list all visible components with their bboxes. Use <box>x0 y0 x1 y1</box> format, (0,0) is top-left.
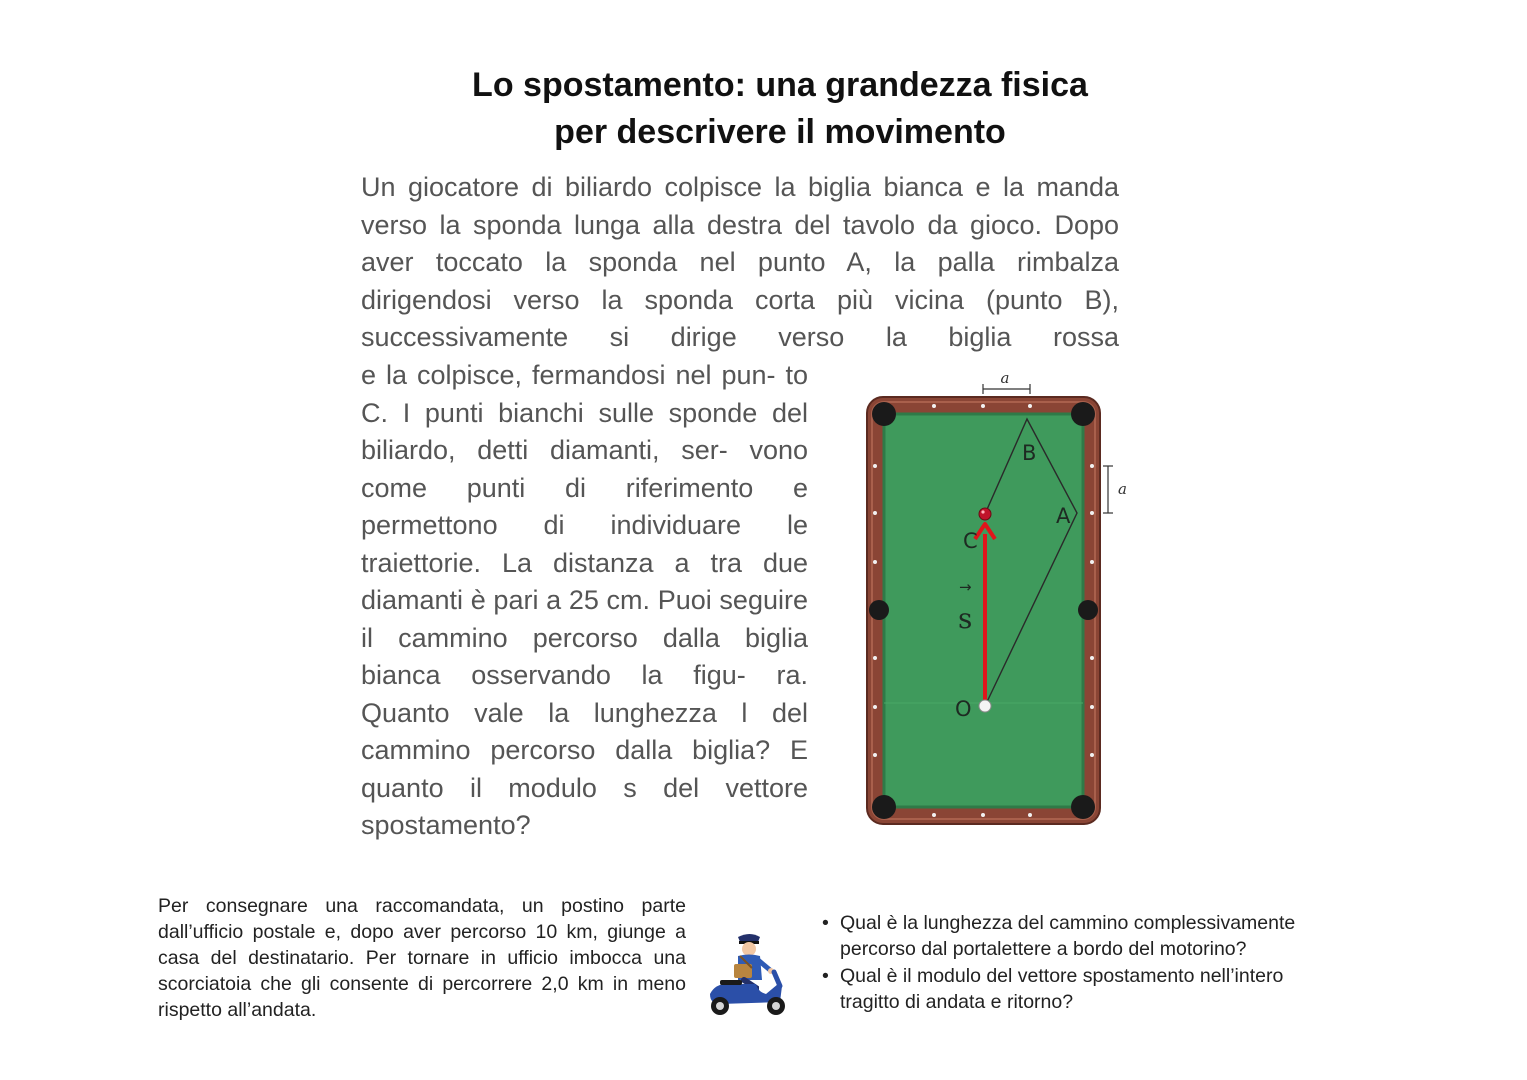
label-a-side: a <box>1118 480 1127 498</box>
title-line-2: per descrivere il movimento <box>554 113 1006 151</box>
label-point-A: A <box>1056 504 1071 528</box>
dimension-a-top <box>983 369 1030 394</box>
billiard-table-figure <box>862 366 1127 836</box>
problem-text-end: spostamento? <box>361 810 531 840</box>
label-a-top: a <box>1000 369 1010 387</box>
problem-text-narrow: e la colpisce, fermandosi nel pun- to C. I punti bianchi sulle sponde del biliardo, detti diamanti, ser- vono come punti di riferimento e permettono di individuare le traiettorie. La distanza a tra due diamanti è pari a 25 cm. Puoi seguire il cammino percorso dalla biglia bianca osservando la figu- ra. Quanto vale la lunghezza l del cammino percorso dalla biglia? E quanto il modulo s del vettore <box>361 360 808 803</box>
white-ball <box>979 700 991 712</box>
label-vector-s: s <box>958 602 973 635</box>
red-ball <box>979 508 991 520</box>
question-list <box>820 910 1340 1016</box>
label-point-C: C <box>963 529 978 553</box>
postman-problem-text: Per consegnare una raccomandata, un postino parte dall’ufficio postale e, dopo aver percorso 10 km, giunge a casa del destinatario. Per tornare in ufficio imbocca una scorciatoia che gli consente di percorrere 2,0 km in meno rispetto all’andata. <box>158 895 686 1021</box>
postman-scooter-icon <box>696 928 796 1020</box>
label-point-O: O <box>955 697 972 721</box>
bullet-marker: • <box>822 965 829 987</box>
list-item <box>820 910 1340 962</box>
problem-text-top: Un giocatore di biliardo colpisce la biglia bianca e la manda verso la sponda lunga alla destra del tavolo da gioco. Dopo aver toccato la sponda nel punto A, la palla rimbalza dirigendosi verso la sponda corta più vicina (punto B), successivamente si dirige verso la biglia rossa <box>361 172 1119 352</box>
bullet-marker: • <box>822 912 829 934</box>
question-1: Qual è la lunghezza del cammino complessivamente percorso dal portalettere a bordo del motorino? <box>840 912 1296 960</box>
label-vector-arrow: → <box>959 578 972 596</box>
dimension-a-side <box>1103 466 1127 513</box>
question-2: Qual è il modulo del vettore spostamento nell’intero tragitto di andata e ritorno? <box>840 965 1284 1013</box>
list-item <box>820 963 1340 1015</box>
label-point-B: B <box>1022 441 1037 465</box>
title-line-1: Lo spostamento: una grandezza fisica <box>472 66 1088 104</box>
page-title <box>380 62 1180 156</box>
